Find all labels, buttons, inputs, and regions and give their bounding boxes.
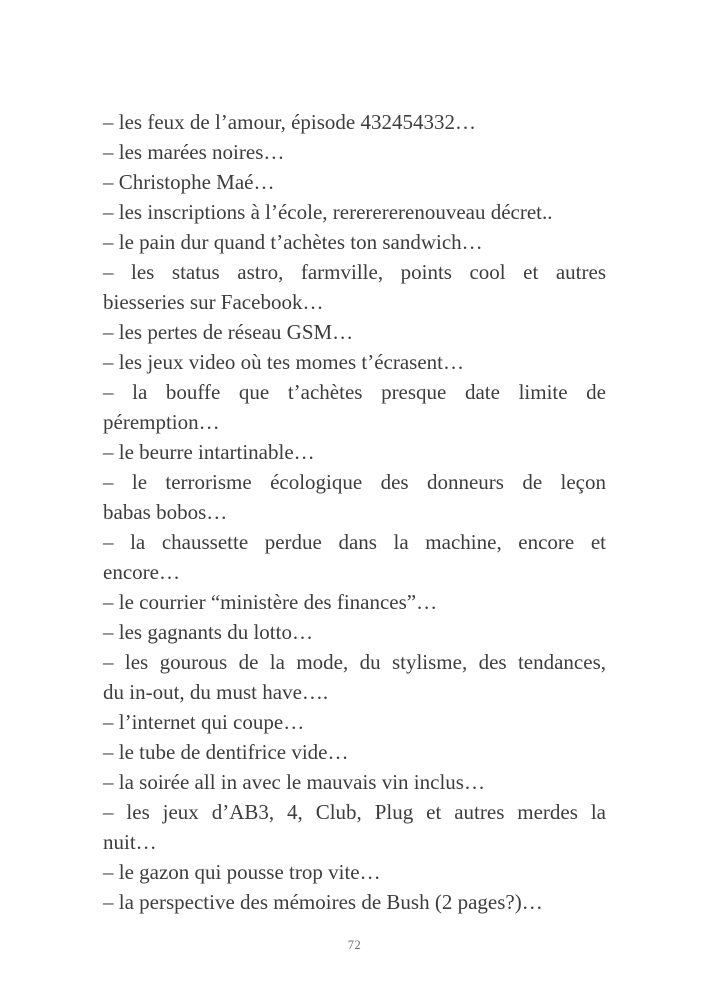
list-item xyxy=(103,197,606,227)
list-item xyxy=(103,257,606,317)
list-item xyxy=(103,797,606,857)
list-item-line: – les jeux d’AB3, 4, Club, Plug et autres merdes la xyxy=(103,800,606,824)
list-item-line: – l’internet qui coupe… xyxy=(103,710,305,734)
list-item-line: – le courrier “ministère des finances”… xyxy=(103,590,438,614)
list-item-line: – les marées noires… xyxy=(103,140,285,164)
list-item xyxy=(103,527,606,587)
list-item-line: – les status astro, farmville, points cool et autres xyxy=(103,260,606,284)
list-item-line: nuit… xyxy=(103,830,157,854)
list-item-line: – les feux de l’amour, épisode 432454332… xyxy=(103,110,476,134)
list-item xyxy=(103,227,606,257)
list-item xyxy=(103,617,606,647)
list-item xyxy=(103,167,606,197)
list-item-line: – la chaussette perdue dans la machine, encore et xyxy=(103,530,606,554)
list-item-line: encore… xyxy=(103,560,180,584)
list-item-line: – le tube de dentifrice vide… xyxy=(103,740,349,764)
list-item-line: – les pertes de réseau GSM… xyxy=(103,320,354,344)
list-item-line: – les jeux video où tes momes t’écrasent… xyxy=(103,350,464,374)
list-item xyxy=(103,767,606,797)
list-item-line: – le terrorisme écologique des donneurs de leçon xyxy=(103,470,606,494)
list-item xyxy=(103,707,606,737)
list-item-line: – le pain dur quand t’achètes ton sandwich… xyxy=(103,230,483,254)
list-item-line: – Christophe Maé… xyxy=(103,170,275,194)
list-item xyxy=(103,587,606,617)
page-number: 72 xyxy=(347,938,362,952)
list-item-line: babas bobos… xyxy=(103,500,228,524)
list-item xyxy=(103,377,606,437)
list-item-line: – la perspective des mémoires de Bush (2 pages?)… xyxy=(103,890,543,914)
list-item xyxy=(103,737,606,767)
list-item-line: – le gazon qui pousse trop vite… xyxy=(103,860,381,884)
list-item-line: – le beurre intartinable… xyxy=(103,440,315,464)
list-item xyxy=(103,317,606,347)
list-item-line: – la soirée all in avec le mauvais vin inclus… xyxy=(103,770,485,794)
list-item-line: biesseries sur Facebook… xyxy=(103,290,324,314)
list-item xyxy=(103,857,606,887)
list-item xyxy=(103,437,606,467)
list-item-line: – les gourous de la mode, du stylisme, des tendances, xyxy=(103,650,606,674)
list-item xyxy=(103,347,606,377)
list-item-line: – la bouffe que t’achètes presque date limite de xyxy=(103,380,606,404)
list-item xyxy=(103,467,606,527)
list-item xyxy=(103,107,606,137)
list-item-line: – les gagnants du lotto… xyxy=(103,620,313,644)
list-item xyxy=(103,647,606,707)
list-item-line: – les inscriptions à l’école, rererererenouveau décret.. xyxy=(103,200,553,224)
list-item xyxy=(103,137,606,167)
list-item xyxy=(103,887,606,917)
list-item-line: péremption… xyxy=(103,410,220,434)
list-item-line: du in-out, du must have…. xyxy=(103,680,329,704)
text-block xyxy=(103,107,606,917)
